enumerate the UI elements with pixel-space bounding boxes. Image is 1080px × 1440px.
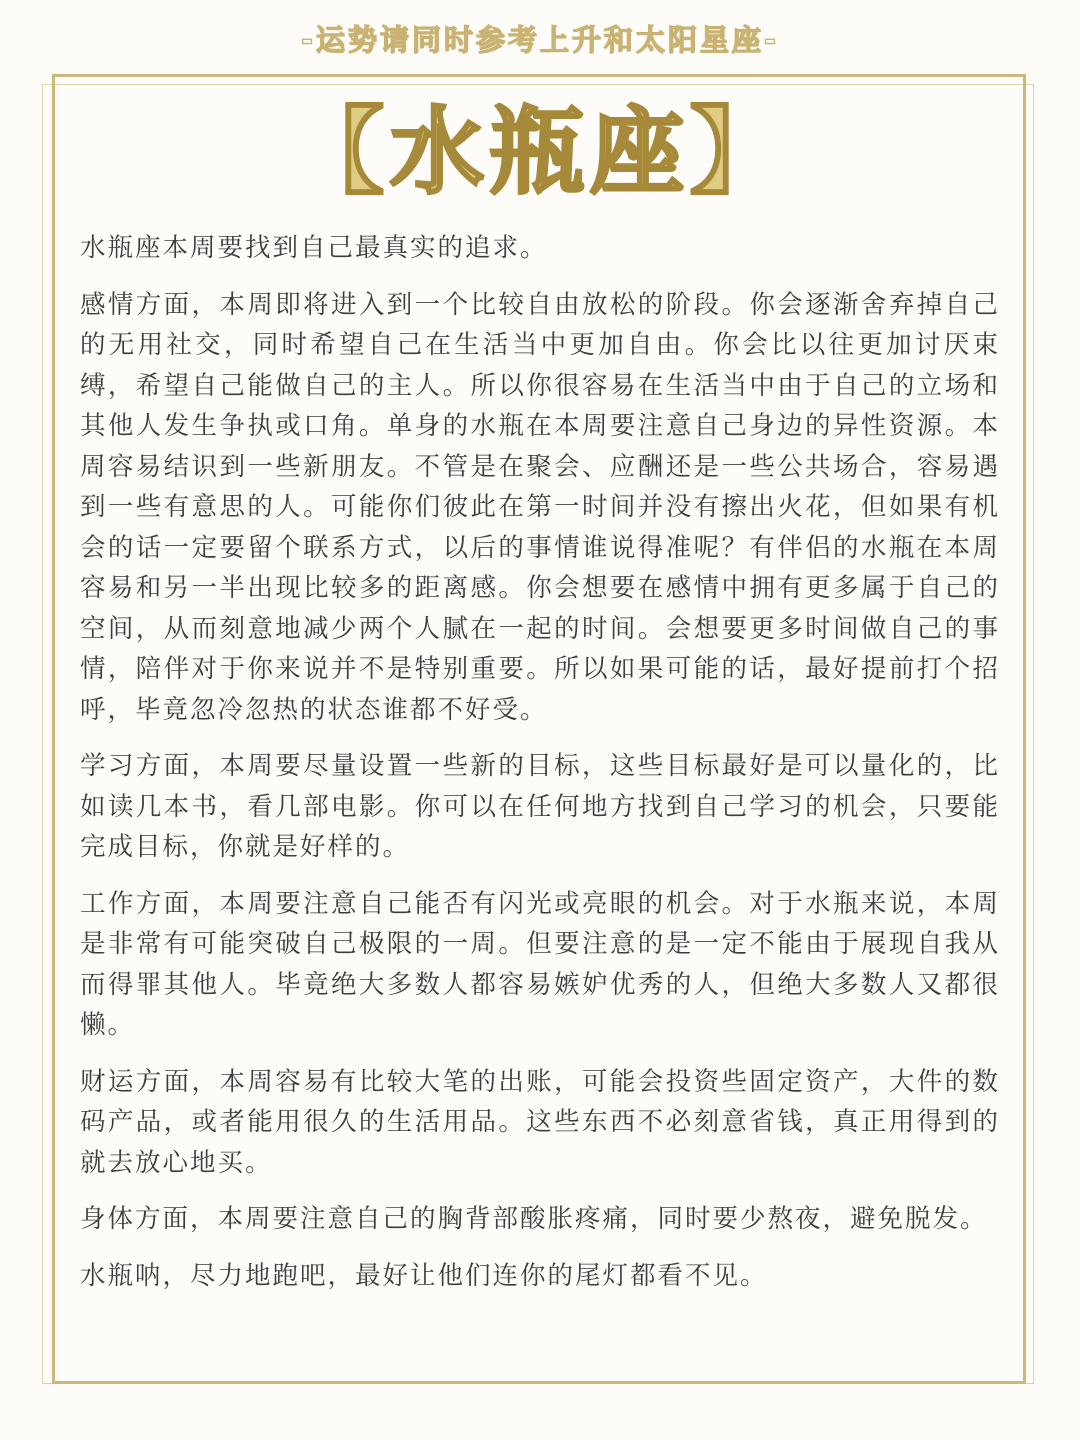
love-paragraph: 感情方面，本周即将进入到一个比较自由放松的阶段。你会逐渐舍弃掉自己的无用社交，同时希望自己在生活当中更加自由。你会比以往更加讨厌束缚，希望自己能做自己的主人。所以你很容易在生活当中由于自己的立场和其他人发生争执或口角。单身的水瓶在本周要注意自己身边的异性资源。本周容易结识到一些新朋友。不管是在聚会、应酬还是一些公共场合，容易遇到一些有意思的人。可能你们彼此在第一时间并没有擦出火花，但如果有机会的话一定要留个联系方式，以后的事情谁说得准呢？有伴侣的水瓶在本周容易和另一半出现比较多的距离感。你会想要在感情中拥有更多属于自己的空间，从而刻意地减少两个人腻在一起的时间。会想要更多时间做自己的事情，陪伴对于你来说并不是特别重要。所以如果可能的话，最好提前打个招呼，毕竟忽冷忽热的状态谁都不好受。	[80, 289, 1000, 725]
zodiac-title: 【水瓶座】	[289, 98, 790, 207]
horoscope-body	[80, 228, 1000, 1312]
health-paragraph: 身体方面，本周要注意自己的胸背部酸胀疼痛，同时要少熬夜，避免脱发。	[80, 1204, 988, 1234]
work-paragraph: 工作方面，本周要注意自己能否有闪光或亮眼的机会。对于水瓶来说，本周是非常有可能突破自己极限的一周。但要注意的是一定不能由于展现自我从而得罪其他人。毕竟绝大多数人都容易嫉妒优秀的人，但绝大多数人又都很懒。	[80, 888, 1000, 1040]
intro-paragraph: 水瓶座本周要找到自己最真实的追求。	[80, 233, 548, 263]
closing-paragraph: 水瓶呐，尽力地跑吧，最好让他们连你的尾灯都看不见。	[80, 1260, 768, 1291]
astrology-note: -运势请同时参考上升和太阳星座-	[300, 23, 780, 57]
study-paragraph: 学习方面，本周要尽量设置一些新的目标，这些目标最好是可以量化的，比如读几本书，看几部电影。你可以在任何地方找到自己学习的机会，只要能完成目标，你就是好样的。	[80, 751, 1000, 862]
wealth-paragraph: 财运方面，本周容易有比较大笔的出账，可能会投资些固定资产，大件的数码产品，或者能用很久的生活用品。这些东西不必刻意省钱，真正用得到的就去放心地买。	[80, 1066, 1000, 1178]
